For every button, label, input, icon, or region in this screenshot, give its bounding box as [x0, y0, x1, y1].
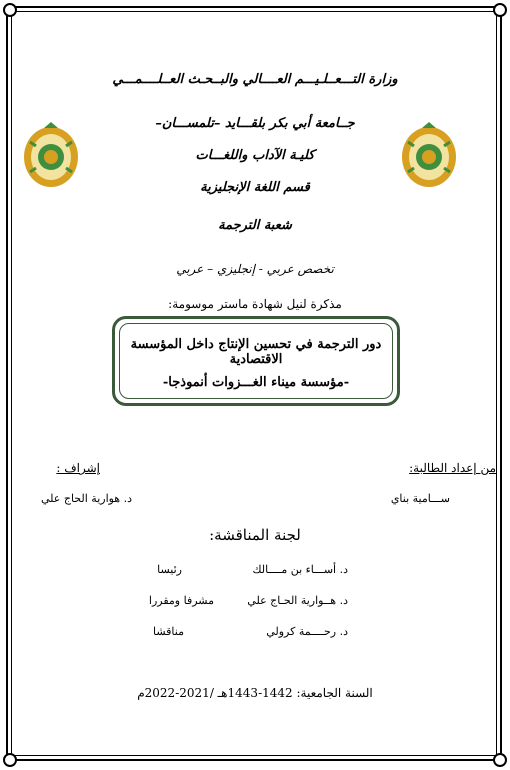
branch-name: شعبة الترجمة: [218, 218, 292, 233]
corner-ornament: [3, 3, 17, 17]
thesis-subtitle: -مؤسسة ميناء الغـــزوات أنموذجا-: [162, 375, 350, 390]
committee-member-role: مناقشا: [153, 625, 184, 638]
committee-title: لجنة المناقشة:: [209, 526, 301, 544]
corner-ornament: [493, 753, 507, 767]
academic-year: السنة الجامعية: 1442-1443هـ /2021-2022م: [137, 686, 373, 700]
corner-ornament: [493, 3, 507, 17]
committee-member-name: د. هــوارية الحـاج علي: [247, 594, 348, 607]
thesis-title-box: [112, 316, 400, 406]
specialty: تخصص عربي - إنجليزي – عربي: [176, 262, 334, 276]
committee-member-role: رئيسا: [157, 563, 182, 576]
supervisor-name: د. هوارية الحاج علي: [40, 492, 132, 505]
thesis-title: دور الترجمة في تحسين الإنتاج داخل المؤسسة الاقتصادية: [130, 337, 382, 367]
memo-intro: مذكرة لنيل شهادة ماستر موسومة:: [168, 297, 342, 311]
faculty-name: كليـة الآداب واللغـــات: [195, 148, 315, 163]
supervision-label: إشراف :: [56, 461, 100, 475]
committee-member-role: مشرفا ومقررا: [148, 594, 214, 607]
ministry-name: وزارة التـــعــلـيـــم العــــالي والبــحـث العــلــــمـــي: [112, 72, 398, 87]
corner-ornament: [3, 753, 17, 767]
university-name: جــامعة أبي بكر بلقـــايد –تلمســـان–: [155, 116, 355, 131]
prepared-by-label: من إعداد الطالبة:: [409, 461, 496, 475]
committee-member-name: د. رحــــمة كرولي: [266, 625, 348, 638]
committee-member-name: د. أســـاء بن مــــالك: [252, 563, 348, 576]
department-name: قسم اللغة الإنجليزية: [200, 180, 310, 195]
student-name: ســـامية بناي: [390, 492, 450, 505]
